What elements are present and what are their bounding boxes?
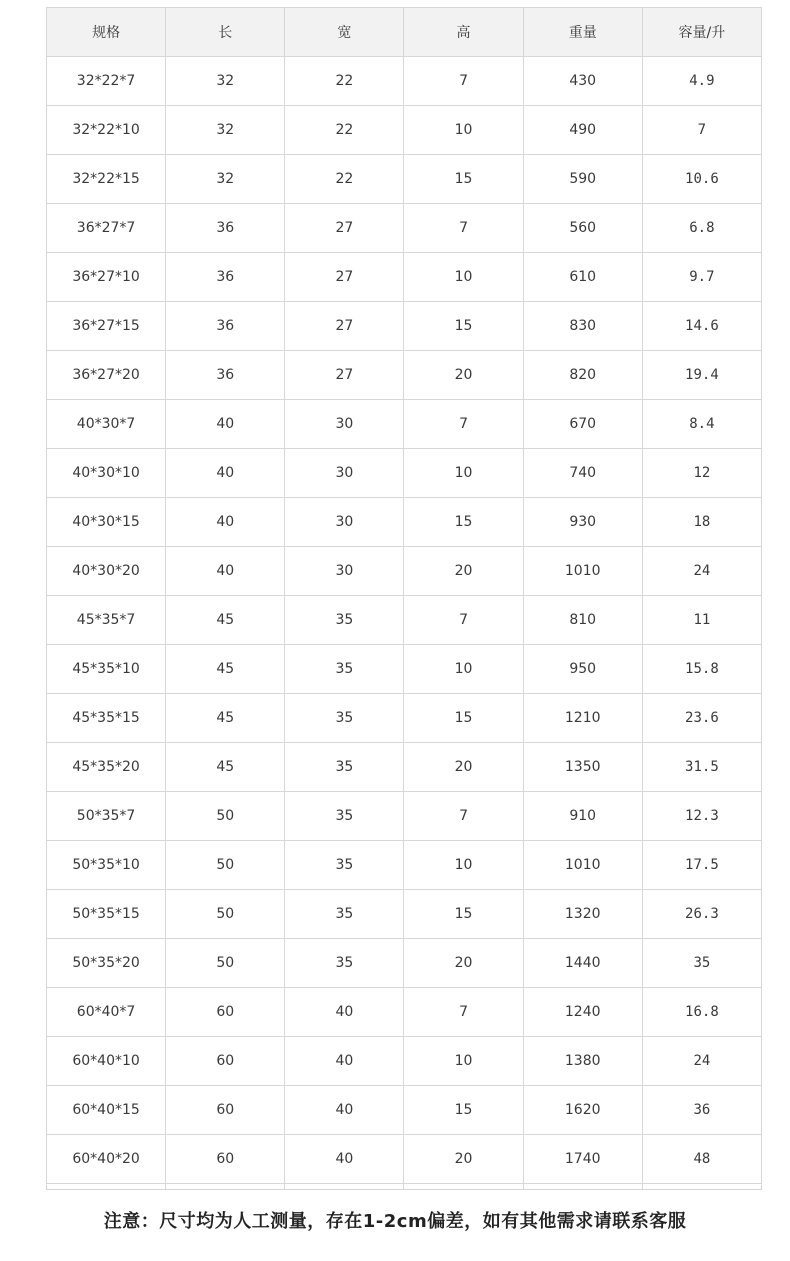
length-cell: 50 (166, 890, 285, 939)
table-row (47, 743, 762, 792)
size-table-container (46, 7, 762, 1190)
capacity-cell: 18 (642, 498, 761, 547)
capacity-cell: 12 (642, 449, 761, 498)
spec-cell: 50*35*7 (47, 792, 166, 841)
weight-cell: 560 (523, 204, 642, 253)
capacity-cell: 35 (642, 939, 761, 988)
table-row (47, 449, 762, 498)
table-row (47, 155, 762, 204)
weight-cell: 1010 (523, 841, 642, 890)
capacity-cell: 11 (642, 596, 761, 645)
height-cell: 7 (404, 792, 523, 841)
width-cell: 35 (285, 743, 404, 792)
length-cell: 32 (166, 106, 285, 155)
table-row (47, 694, 762, 743)
height-cell: 10 (404, 106, 523, 155)
length-cell: 40 (166, 400, 285, 449)
spec-cell: 60*40*20 (47, 1135, 166, 1184)
width-cell: 40 (285, 1135, 404, 1184)
height-cell: 20 (404, 547, 523, 596)
width-cell: 35 (285, 890, 404, 939)
height-cell: 10 (404, 253, 523, 302)
height-cell: 7 (404, 57, 523, 106)
header-row (47, 8, 762, 57)
capacity-cell: 24 (642, 1037, 761, 1086)
capacity-cell: 19.4 (642, 351, 761, 400)
capacity-cell: 4.9 (642, 57, 761, 106)
table-row (47, 547, 762, 596)
spec-cell: 36*27*7 (47, 204, 166, 253)
length-cell: 50 (166, 939, 285, 988)
weight-cell: 590 (523, 155, 642, 204)
weight-cell: 950 (523, 645, 642, 694)
table-row (47, 645, 762, 694)
length-cell: 36 (166, 351, 285, 400)
length-cell: 36 (166, 253, 285, 302)
spec-cell: 45*35*7 (47, 596, 166, 645)
weight-cell: 830 (523, 302, 642, 351)
capacity-cell: 23.6 (642, 694, 761, 743)
capacity-cell: 17.5 (642, 841, 761, 890)
width-cell: 22 (285, 106, 404, 155)
width-cell: 22 (285, 155, 404, 204)
spec-cell: 45*35*15 (47, 694, 166, 743)
capacity-cell: 6.8 (642, 204, 761, 253)
capacity-cell: 7 (642, 106, 761, 155)
width-cell: 27 (285, 351, 404, 400)
spec-cell: 60*40*7 (47, 988, 166, 1037)
capacity-cell: 8.4 (642, 400, 761, 449)
spec-cell: 40*30*15 (47, 498, 166, 547)
table-row (47, 498, 762, 547)
width-cell: 30 (285, 449, 404, 498)
height-cell: 10 (404, 645, 523, 694)
header-capacity: 容量/升 (642, 8, 761, 57)
table-row (47, 988, 762, 1037)
capacity-cell: 14.6 (642, 302, 761, 351)
spec-cell: 32*22*10 (47, 106, 166, 155)
size-table (46, 7, 762, 1190)
length-cell: 60 (166, 1037, 285, 1086)
width-cell: 27 (285, 302, 404, 351)
weight-cell: 810 (523, 596, 642, 645)
spec-cell: 36*27*15 (47, 302, 166, 351)
capacity-cell: 15.8 (642, 645, 761, 694)
spec-cell: 45*35*20 (47, 743, 166, 792)
width-cell: 30 (285, 400, 404, 449)
table-tail-row (47, 1184, 762, 1190)
height-cell: 7 (404, 988, 523, 1037)
capacity-cell: 10.6 (642, 155, 761, 204)
header-width: 宽 (285, 8, 404, 57)
width-cell: 22 (285, 57, 404, 106)
weight-cell: 670 (523, 400, 642, 449)
tail-cell (523, 1184, 642, 1190)
spec-cell: 32*22*7 (47, 57, 166, 106)
height-cell: 15 (404, 155, 523, 204)
spec-cell: 60*40*10 (47, 1037, 166, 1086)
table-row (47, 302, 762, 351)
length-cell: 45 (166, 645, 285, 694)
weight-cell: 1350 (523, 743, 642, 792)
table-row (47, 204, 762, 253)
table-row (47, 1037, 762, 1086)
length-cell: 50 (166, 792, 285, 841)
weight-cell: 1010 (523, 547, 642, 596)
spec-cell: 32*22*15 (47, 155, 166, 204)
weight-cell: 1320 (523, 890, 642, 939)
weight-cell: 1210 (523, 694, 642, 743)
capacity-cell: 48 (642, 1135, 761, 1184)
measurement-note: 注意：尺寸均为人工测量，存在1-2cm偏差，如有其他需求请联系客服 (103, 1211, 687, 1232)
height-cell: 7 (404, 596, 523, 645)
spec-cell: 36*27*10 (47, 253, 166, 302)
tail-cell (404, 1184, 523, 1190)
spec-cell: 36*27*20 (47, 351, 166, 400)
table-row (47, 1086, 762, 1135)
weight-cell: 1380 (523, 1037, 642, 1086)
spec-cell: 40*30*7 (47, 400, 166, 449)
height-cell: 7 (404, 204, 523, 253)
header-weight: 重量 (523, 8, 642, 57)
weight-cell: 490 (523, 106, 642, 155)
height-cell: 15 (404, 498, 523, 547)
table-row (47, 57, 762, 106)
capacity-cell: 26.3 (642, 890, 761, 939)
height-cell: 7 (404, 400, 523, 449)
header-height: 高 (404, 8, 523, 57)
tail-cell (642, 1184, 761, 1190)
spec-cell: 45*35*10 (47, 645, 166, 694)
table-row (47, 939, 762, 988)
width-cell: 30 (285, 498, 404, 547)
header-spec: 规格 (47, 8, 166, 57)
width-cell: 40 (285, 1086, 404, 1135)
height-cell: 20 (404, 351, 523, 400)
height-cell: 15 (404, 302, 523, 351)
width-cell: 35 (285, 792, 404, 841)
spec-cell: 50*35*15 (47, 890, 166, 939)
height-cell: 20 (404, 743, 523, 792)
table-header (47, 8, 762, 57)
capacity-cell: 31.5 (642, 743, 761, 792)
length-cell: 45 (166, 694, 285, 743)
table-row (47, 253, 762, 302)
width-cell: 35 (285, 596, 404, 645)
header-length: 长 (166, 8, 285, 57)
height-cell: 10 (404, 449, 523, 498)
weight-cell: 1620 (523, 1086, 642, 1135)
spec-cell: 50*35*20 (47, 939, 166, 988)
length-cell: 32 (166, 155, 285, 204)
weight-cell: 1740 (523, 1135, 642, 1184)
weight-cell: 1240 (523, 988, 642, 1037)
tail-cell (166, 1184, 285, 1190)
spec-cell: 40*30*20 (47, 547, 166, 596)
length-cell: 40 (166, 547, 285, 596)
width-cell: 40 (285, 988, 404, 1037)
weight-cell: 820 (523, 351, 642, 400)
height-cell: 10 (404, 1037, 523, 1086)
weight-cell: 910 (523, 792, 642, 841)
spec-cell: 50*35*10 (47, 841, 166, 890)
spec-cell: 40*30*10 (47, 449, 166, 498)
width-cell: 30 (285, 547, 404, 596)
height-cell: 15 (404, 1086, 523, 1135)
weight-cell: 930 (523, 498, 642, 547)
length-cell: 60 (166, 1086, 285, 1135)
height-cell: 20 (404, 939, 523, 988)
table-row (47, 106, 762, 155)
table-row (47, 400, 762, 449)
width-cell: 35 (285, 694, 404, 743)
width-cell: 40 (285, 1037, 404, 1086)
table-row (47, 841, 762, 890)
table-row (47, 596, 762, 645)
weight-cell: 610 (523, 253, 642, 302)
weight-cell: 430 (523, 57, 642, 106)
capacity-cell: 16.8 (642, 988, 761, 1037)
tail-cell (47, 1184, 166, 1190)
tail-cell (285, 1184, 404, 1190)
height-cell: 20 (404, 1135, 523, 1184)
length-cell: 40 (166, 449, 285, 498)
table-row (47, 1135, 762, 1184)
weight-cell: 1440 (523, 939, 642, 988)
length-cell: 40 (166, 498, 285, 547)
width-cell: 27 (285, 253, 404, 302)
height-cell: 10 (404, 841, 523, 890)
width-cell: 27 (285, 204, 404, 253)
table-row (47, 890, 762, 939)
width-cell: 35 (285, 939, 404, 988)
capacity-cell: 9.7 (642, 253, 761, 302)
length-cell: 36 (166, 204, 285, 253)
length-cell: 50 (166, 841, 285, 890)
capacity-cell: 12.3 (642, 792, 761, 841)
table-row (47, 351, 762, 400)
table-row (47, 792, 762, 841)
width-cell: 35 (285, 841, 404, 890)
length-cell: 45 (166, 743, 285, 792)
length-cell: 60 (166, 1135, 285, 1184)
height-cell: 15 (404, 694, 523, 743)
length-cell: 45 (166, 596, 285, 645)
capacity-cell: 24 (642, 547, 761, 596)
capacity-cell: 36 (642, 1086, 761, 1135)
height-cell: 15 (404, 890, 523, 939)
weight-cell: 740 (523, 449, 642, 498)
spec-cell: 60*40*15 (47, 1086, 166, 1135)
length-cell: 36 (166, 302, 285, 351)
length-cell: 60 (166, 988, 285, 1037)
width-cell: 35 (285, 645, 404, 694)
length-cell: 32 (166, 57, 285, 106)
table-body (47, 57, 762, 1190)
